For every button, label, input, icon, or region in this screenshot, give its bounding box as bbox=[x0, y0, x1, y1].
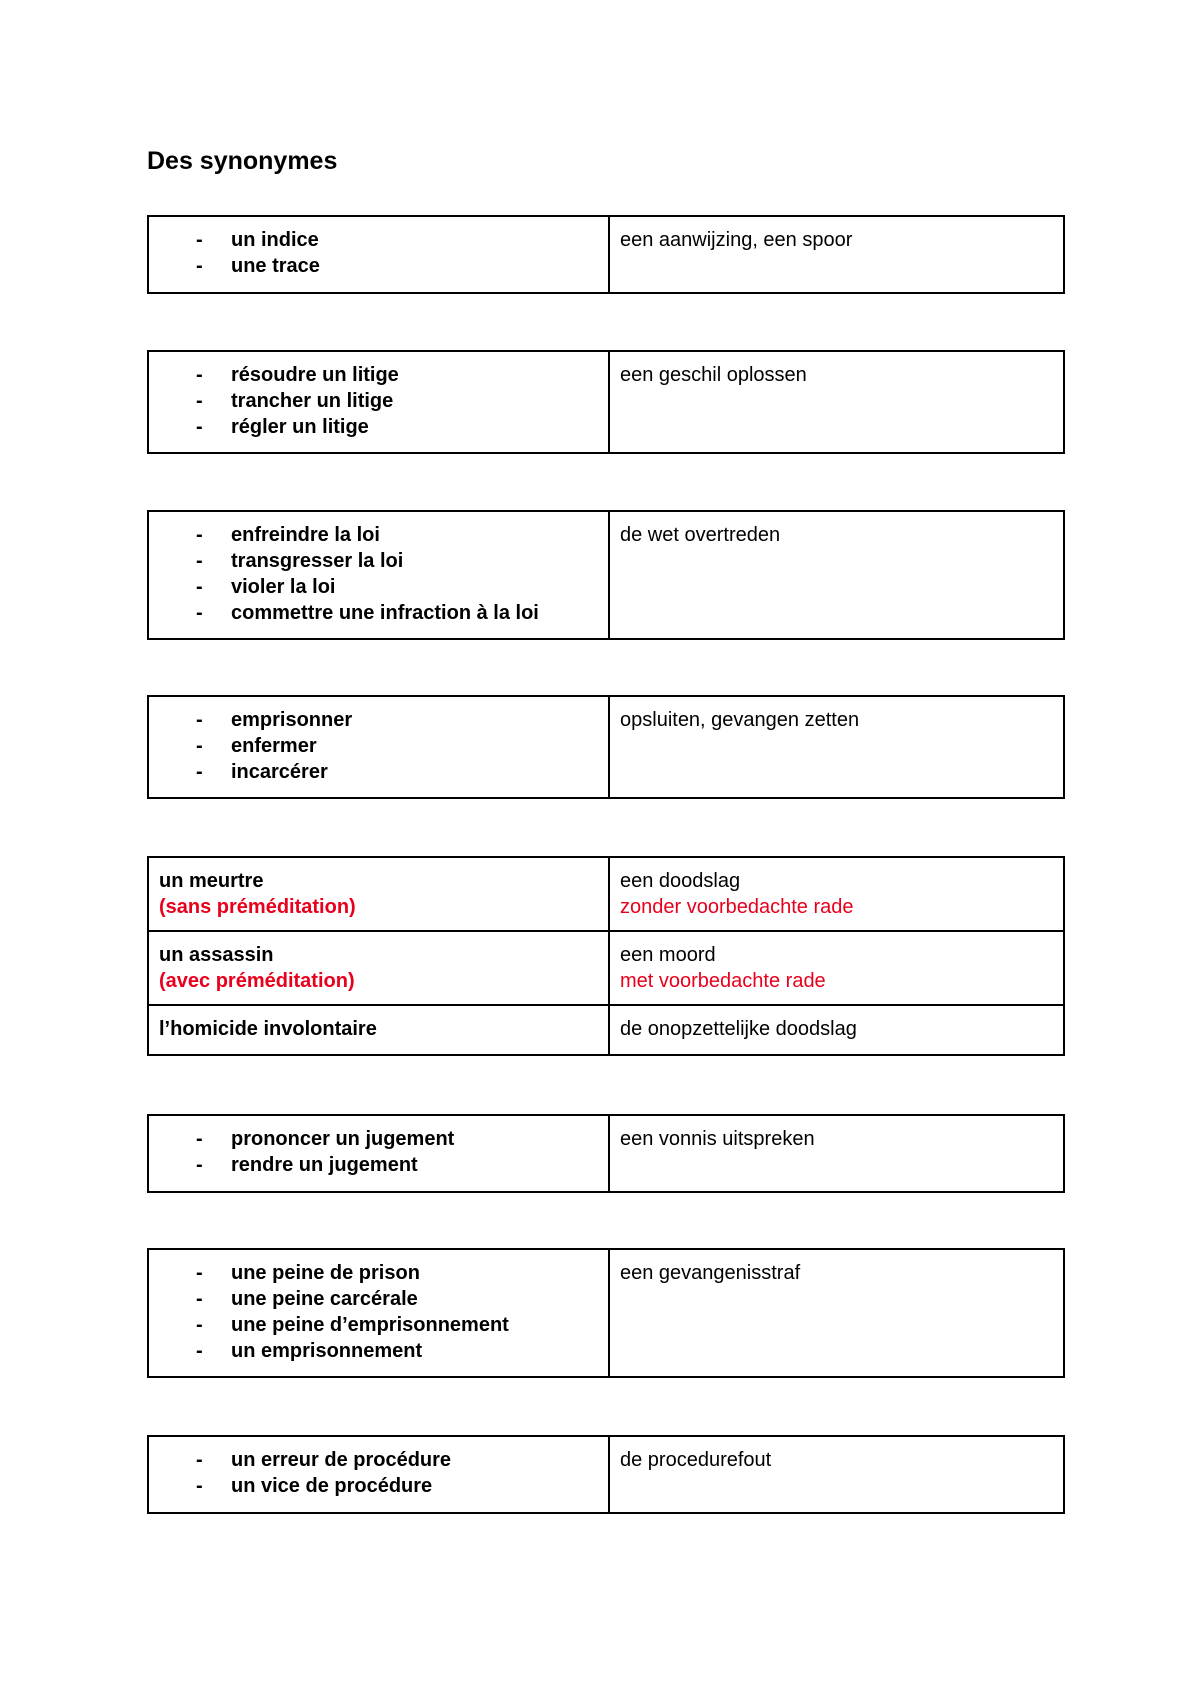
list-item: - une trace bbox=[196, 253, 598, 279]
dutch-term: een moord bbox=[620, 944, 716, 966]
dutch-term: de onopzettelijke doodslag bbox=[620, 1018, 857, 1040]
dutch-translation-cell bbox=[609, 931, 1064, 1005]
french-synonyms-cell bbox=[148, 1115, 609, 1192]
homicide-table bbox=[147, 856, 1065, 1056]
table-row bbox=[148, 931, 1064, 1005]
list-item: - un indice bbox=[196, 227, 598, 253]
dutch-translation-cell: een vonnis uitspreken bbox=[609, 1115, 1064, 1192]
dutch-translation-cell: een gevangenisstraf bbox=[609, 1249, 1064, 1377]
french-synonyms-cell bbox=[148, 696, 609, 798]
table-row bbox=[148, 1005, 1064, 1055]
french-synonyms-cell bbox=[148, 351, 609, 453]
synonym-list bbox=[159, 227, 598, 279]
list-item: - rendre un jugement bbox=[196, 1152, 598, 1178]
list-item: - enfreindre la loi bbox=[196, 522, 598, 548]
synonym-list bbox=[159, 362, 598, 440]
synonym-table bbox=[147, 695, 1065, 799]
dutch-translation-cell: een geschil oplossen bbox=[609, 351, 1064, 453]
dutch-term: een doodslag bbox=[620, 870, 741, 892]
table-row bbox=[148, 1249, 1064, 1377]
page-title: Des synonymes bbox=[147, 147, 338, 175]
french-term-note: (avec préméditation) bbox=[159, 970, 355, 992]
synonym-list bbox=[159, 1126, 598, 1178]
synonym-list bbox=[159, 1260, 598, 1364]
french-term-note: (sans préméditation) bbox=[159, 896, 356, 918]
list-item: - une peine de prison bbox=[196, 1260, 598, 1286]
list-item: - régler un litige bbox=[196, 414, 598, 440]
list-item: - commettre une infraction à la loi bbox=[196, 600, 598, 626]
synonym-table bbox=[147, 1248, 1065, 1378]
table-row bbox=[148, 511, 1064, 639]
dutch-term-note: met voorbedachte rade bbox=[620, 970, 826, 992]
list-item: - une peine d’emprisonnement bbox=[196, 1312, 598, 1338]
list-item: - enfermer bbox=[196, 733, 598, 759]
synonym-list bbox=[159, 1447, 598, 1499]
dutch-term-note: zonder voorbedachte rade bbox=[620, 896, 854, 918]
dutch-translation-cell bbox=[609, 1005, 1064, 1055]
synonym-table bbox=[147, 350, 1065, 454]
list-item: - un erreur de procédure bbox=[196, 1447, 598, 1473]
synonym-table bbox=[147, 215, 1065, 294]
french-term-cell bbox=[148, 931, 609, 1005]
list-item: - une peine carcérale bbox=[196, 1286, 598, 1312]
synonym-table bbox=[147, 1114, 1065, 1193]
synonym-table bbox=[147, 1435, 1065, 1514]
table-row bbox=[148, 351, 1064, 453]
list-item: - résoudre un litige bbox=[196, 362, 598, 388]
list-item: - emprisonner bbox=[196, 707, 598, 733]
synonym-list bbox=[159, 522, 598, 626]
table-row bbox=[148, 1115, 1064, 1192]
table-row bbox=[148, 696, 1064, 798]
dutch-translation-cell: de wet overtreden bbox=[609, 511, 1064, 639]
french-term: un meurtre bbox=[159, 870, 264, 892]
list-item: - trancher un litige bbox=[196, 388, 598, 414]
french-synonyms-cell bbox=[148, 1436, 609, 1513]
dutch-translation-cell: de procedurefout bbox=[609, 1436, 1064, 1513]
french-term-cell bbox=[148, 1005, 609, 1055]
french-term-cell bbox=[148, 857, 609, 931]
dutch-translation-cell bbox=[609, 857, 1064, 931]
synonym-list bbox=[159, 707, 598, 785]
list-item: - transgresser la loi bbox=[196, 548, 598, 574]
list-item: - incarcérer bbox=[196, 759, 598, 785]
list-item: - prononcer un jugement bbox=[196, 1126, 598, 1152]
synonym-table bbox=[147, 510, 1065, 640]
dutch-translation-cell: opsluiten, gevangen zetten bbox=[609, 696, 1064, 798]
french-term: l’homicide involontaire bbox=[159, 1018, 377, 1040]
table-row bbox=[148, 216, 1064, 293]
french-synonyms-cell bbox=[148, 511, 609, 639]
table-row bbox=[148, 1436, 1064, 1513]
french-synonyms-cell bbox=[148, 216, 609, 293]
french-synonyms-cell bbox=[148, 1249, 609, 1377]
dutch-translation-cell: een aanwijzing, een spoor bbox=[609, 216, 1064, 293]
table-row bbox=[148, 857, 1064, 931]
list-item: - violer la loi bbox=[196, 574, 598, 600]
list-item: - un vice de procédure bbox=[196, 1473, 598, 1499]
list-item: - un emprisonnement bbox=[196, 1338, 598, 1364]
french-term: un assassin bbox=[159, 944, 274, 966]
